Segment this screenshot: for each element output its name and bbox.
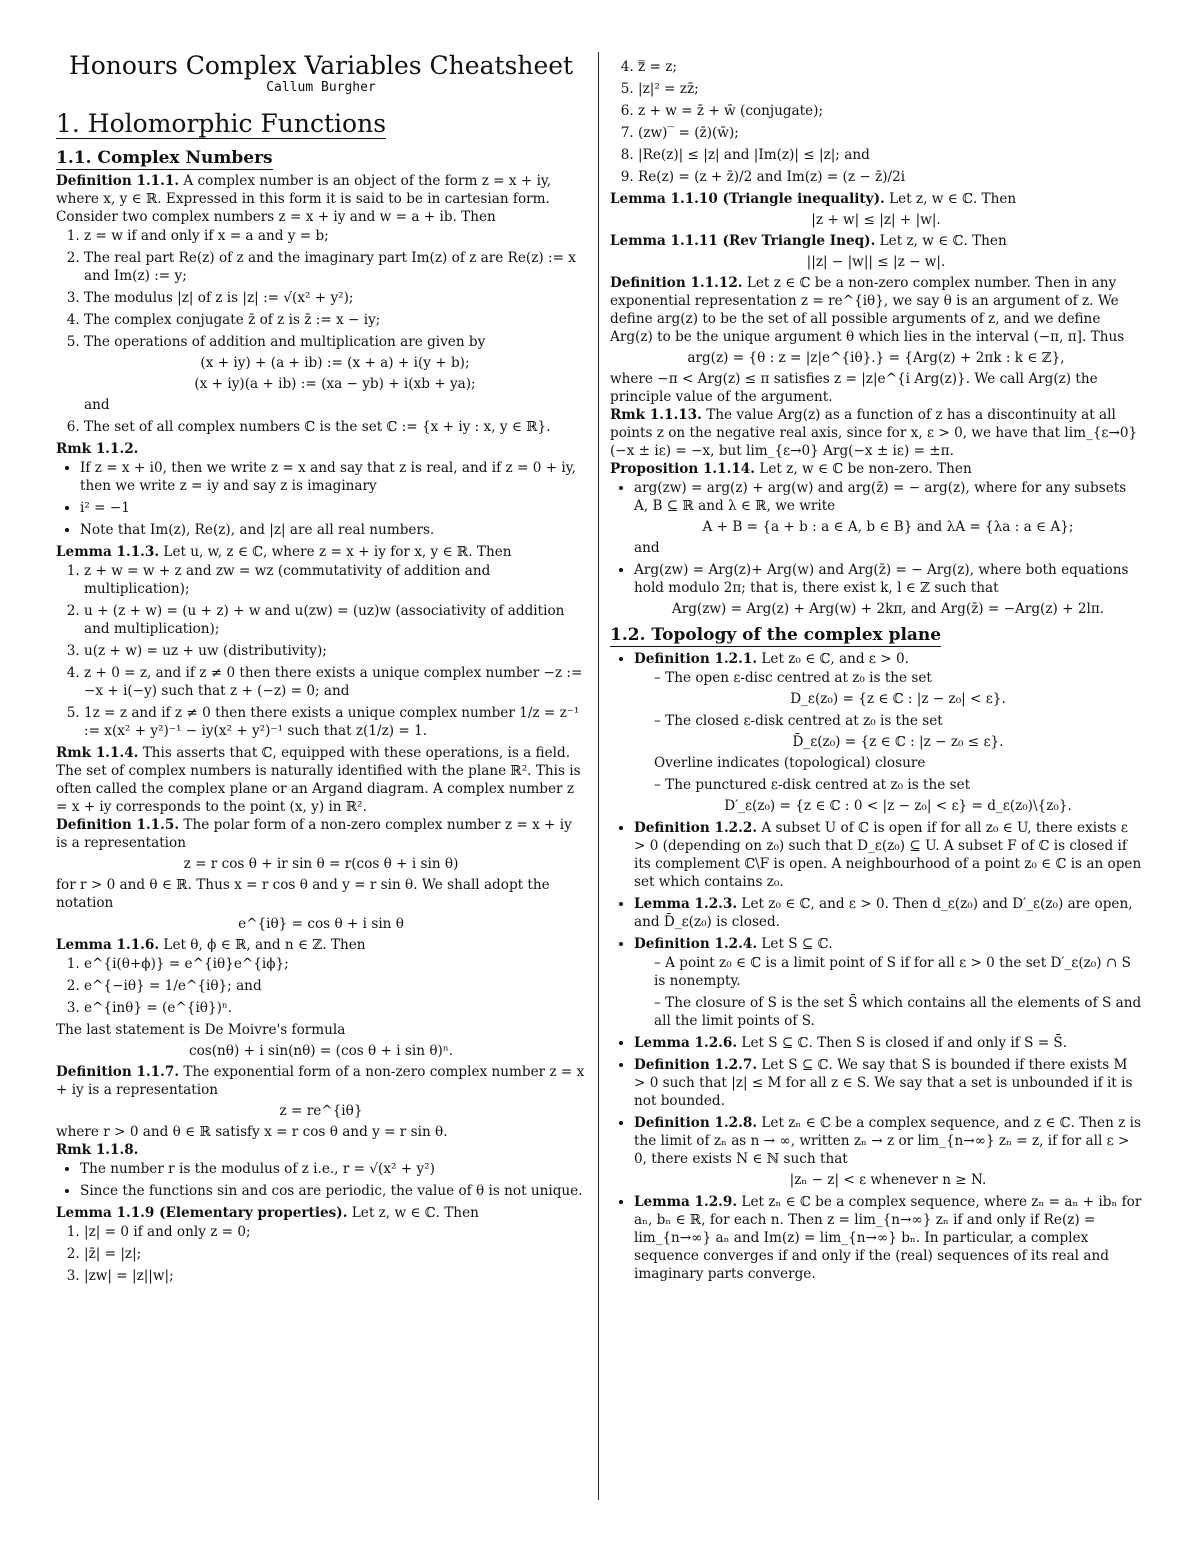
proposition-1-1-14: Proposition 1.1.14. Let z, w ∈ ℂ be non-zero. Then [610,461,972,477]
list-item: – A point z₀ ∈ ℂ is a limit point of S if for all ε > 0 the set D′_ε(z₀) ∩ S is nonempty. [654,954,1142,990]
list-item: 3. u(z + w) = uz + uw (distributivity); [84,642,586,660]
equation: D̄_ε(z₀) = {z ∈ ℂ : |z − z₀ ≤ ε}. [792,734,1004,750]
list-item: 2. The real part Re(z) of z and the imaginary part Im(z) of z are Re(z) := x and Im(z) := y; [84,249,586,285]
equation: D_ε(z₀) = {z ∈ ℂ : |z − z₀| < ε}. [790,691,1006,707]
list-item: 5. |z|² = zz̄; [638,80,1142,98]
list-item: 4. z̿ = z; [638,58,1142,76]
topology-list [610,650,1142,1283]
page-title: Honours Complex Variables Cheatsheet [68,51,574,80]
equation: (x + iy)(a + ib) := (xa − yb) + i(xb + ya); [194,376,476,392]
left-column [56,52,586,1289]
def111-list [56,227,586,436]
equation: e^{iθ} = cos θ + i sin θ [238,916,404,932]
list-item: 4. z + 0 = z, and if z ≠ 0 then there exists a unique complex number −z := −x + i(−y) such that z + (−z) = 0; and [84,664,586,700]
list-item: • Arg(zw) = Arg(z)+ Arg(w) and Arg(z̄) = − Arg(z), where both equations hold modulo 2π; that is, there exist k, l ∈ ℤ such that Arg(zw) = Arg(z) + Arg(w) + 2kπ, and Arg(z̄) = −Arg(z) + 2lπ. [634,561,1142,618]
lemma-1-1-6: Lemma 1.1.6. Let θ, ϕ ∈ ℝ, and n ∈ ℤ. Then [56,937,366,953]
paragraph: The last statement is De Moivre's formula [56,1022,346,1038]
list-item: 3. e^{inθ} = (e^{iθ})ⁿ. [84,999,586,1017]
list-item: 2. e^{−iθ} = 1/e^{iθ}; and [84,977,586,995]
list-item: 4. The complex conjugate z̄ of z is z̄ := x − iy; [84,311,586,329]
list-item: • Definition 1.2.2. A subset U of ℂ is open if for all z₀ ∈ U, there exists ε > 0 (depending on z₀) such that D_ε(z₀) ⊆ U. A subset F of ℂ is closed if its complement ℂ\F is open. A neighbourhood of a point z₀ ∈ ℂ is an open set which contains z₀. [634,819,1142,891]
definition-1-1-5: Definition 1.1.5. The polar form of a non-zero complex number z = x + iy is a representation [56,817,572,851]
list-item: 1. |z| = 0 if and only z = 0; [84,1223,586,1241]
definition-1-1-7: Definition 1.1.7. The exponential form of a non-zero complex number z = x + iy is a representation [56,1064,585,1098]
definition-1-1-12: Definition 1.1.12. Let z ∈ ℂ be a non-zero complex number. Then in any exponential representation z = re^{iθ}, we say θ is an argument of z. We define arg(z) to be the set of all possible arguments of z, and we define Arg(z) to be the unique argument θ which lies in the interval (−π, π]. Thus [610,275,1125,345]
list-item: 1. e^{i(θ+ϕ)} = e^{iθ}e^{iϕ}; [84,955,586,973]
list-item: • Note that Im(z), Re(z), and |z| are all real numbers. [80,521,586,539]
list-item: 2. |z̄| = |z|; [84,1245,586,1263]
list-item: 1. z = w if and only if x = a and y = b; [84,227,586,245]
lemma-1-1-9: Lemma 1.1.9 (Elementary properties). Let z, w ∈ ℂ. Then [56,1205,479,1221]
equation: arg(z) = {θ : z = |z|e^{iθ}.} = {Arg(z) + 2πk : k ∈ ℤ}, [687,350,1065,366]
list-item: • Since the functions sin and cos are periodic, the value of θ is not unique. [80,1182,586,1200]
section-heading: 1. Holomorphic Functions [56,109,387,138]
equation: |zₙ − z| < ε whenever n ≥ N. [789,1172,987,1188]
list-item: 1. z + w = w + z and zw = wz (commutativity of addition and multiplication); [84,562,586,598]
equation: |z + w| ≤ |z| + |w|. [811,212,941,228]
lemma-1-1-3: Lemma 1.1.3. Let u, w, z ∈ ℂ, where z = x + iy for x, y ∈ ℝ. Then [56,544,512,560]
lem119-list-continued [610,58,1142,186]
list-item: – The punctured ε-disk centred at z₀ is the set D′_ε(z₀) = {z ∈ ℂ : 0 < |z − z₀| < ε} = d_ε(z₀)\{z₀}. [654,776,1142,815]
list-item: – The open ε-disc centred at z₀ is the set D_ε(z₀) = {z ∈ ℂ : |z − z₀| < ε}. [654,669,1142,708]
equation: (x + iy) + (a + ib) := (x + a) + i(y + b); [200,355,470,371]
paragraph: for r > 0 and θ ∈ ℝ. Thus x = r cos θ and y = r sin θ. We shall adopt the notation [56,877,550,911]
list-item: 5. The operations of addition and multiplication are given by (x + iy) + (a + ib) := (x + a) + i(y + b); (x + iy)(a + ib) := (xa − yb) + i(xb + ya); and [84,333,586,414]
equation: cos(nθ) + i sin(nθ) = (cos θ + i sin θ)ⁿ. [188,1043,454,1059]
definition-1-1-1: Definition 1.1.1. A complex number is an object of the form z = x + iy, where x, y ∈ ℝ. Expressed in this form it is said to be in cartesian form. Consider two complex numbers z = x + iy and w = a + ib. Then [56,173,552,225]
column-divider [598,52,599,1500]
list-item: 6. z + w = z̄ + w̄ (conjugate); [638,102,1142,120]
lem116-list [56,955,586,1017]
rmk118-list [56,1160,586,1200]
list-item: 5. 1z = z and if z ≠ 0 then there exists a unique complex number 1/z = z⁻¹ := x(x² + y²)⁻¹ − iy(x² + y²)⁻¹ such that z(1/z) = 1. [84,704,586,740]
list-item: • Definition 1.2.7. Let S ⊆ ℂ. We say that S is bounded if there exists M > 0 such that |z| ≤ M for all z ∈ S. We say that a set is unbounded if it is not bounded. [634,1056,1142,1110]
list-item: 9. Re(z) = (z + z̄)/2 and Im(z) = (z − z̄)/2i [638,168,1142,186]
list-item: • Definition 1.2.8. Let zₙ ∈ ℂ be a complex sequence, and z ∈ ℂ. Then z is the limit of zₙ as n → ∞, written zₙ → z or lim_{n→∞} zₙ = z, if for all ε > 0, there exists N ∈ ℕ such that |zₙ − z| < ε whenever n ≥ N. [634,1114,1142,1189]
lemma-1-1-10: Lemma 1.1.10 (Triangle inequality). Let z, w ∈ ℂ. Then [610,191,1017,207]
subsection-heading: 1.2. Topology of the complex plane [610,625,942,645]
lem119-list [56,1223,586,1285]
paragraph: where −π < Arg(z) ≤ π satisfies z = |z|e^{i Arg(z)}. We call Arg(z) the principle value of the argument. [610,371,1098,405]
list-item: 8. |Re(z)| ≤ |z| and |Im(z)| ≤ |z|; and [638,146,1142,164]
list-item: • The number r is the modulus of z i.e., r = √(x² + y²) [80,1160,586,1178]
remark-1-1-4: Rmk 1.1.4. This asserts that ℂ, equipped with these operations, is a field. The set of complex numbers is naturally identified with the plane ℝ². This is often called the complex plane or an Argand diagram. A complex number z = x + iy corresponds to the point (x, y) in ℝ². [56,745,581,815]
subsection-heading: 1.1. Complex Numbers [56,148,273,168]
equation: z = re^{iθ} [279,1103,363,1119]
list-item: – The closure of S is the set S̄ which contains all the elements of S and all the limit points of S. [654,994,1142,1030]
remark-1-1-2: Rmk 1.1.2. [56,441,139,457]
list-item: – The closed ε-disk centred at z₀ is the set D̄_ε(z₀) = {z ∈ ℂ : |z − z₀ ≤ ε}. Overline indicates (topological) closure [654,712,1142,772]
list-item: • Lemma 1.2.6. Let S ⊆ ℂ. Then S is closed if and only if S = S̄. [634,1034,1142,1052]
right-column [610,52,1142,1287]
equation: D′_ε(z₀) = {z ∈ ℂ : 0 < |z − z₀| < ε} = d_ε(z₀)\{z₀}. [724,798,1072,814]
list-item: 3. The modulus |z| of z is |z| := √(x² + y²); [84,289,586,307]
list-item: • i² = −1 [80,499,586,517]
remark-1-1-13: Rmk 1.1.13. The value Arg(z) as a function of z has a discontinuity at all points z on the negative real axis, since for x, ε > 0, we have that lim_{ε→0}(−x ± iε) = −x, but lim_{ε→0} Arg(−x ± iε) = ±π. [610,407,1138,459]
equation: A + B = {a + b : a ∈ A, b ∈ B} and λA = {λa : a ∈ A}; [702,519,1074,535]
prop1114-list [610,479,1142,618]
list-item: • If z = x + i0, then we write z = x and say that z is real, and if z = 0 + iy, then we write z = iy and say z is imaginary [80,459,586,495]
list-item: • Lemma 1.2.9. Let zₙ ∈ ℂ be a complex sequence, where zₙ = aₙ + ibₙ for aₙ, bₙ ∈ ℝ, for each n. Then z = lim_{n→∞} zₙ if and only if Re(z) = lim_{n→∞} aₙ and Im(z) = lim_{n→∞} bₙ. In particular, a complex sequence converges if and only if the (real) sequences of its real and imaginary parts converge. [634,1193,1142,1283]
list-item: 6. The set of all complex numbers ℂ is the set ℂ := {x + iy : x, y ∈ ℝ}. [84,418,586,436]
list-item: 2. u + (z + w) = (u + z) + w and u(zw) = (uz)w (associativity of addition and multiplication); [84,602,586,638]
lem113-list [56,562,586,740]
list-item: • Definition 1.2.4. Let S ⊆ ℂ. – A point z₀ ∈ ℂ is a limit point of S if for all ε > 0 the set D′_ε(z₀) ∩ S is nonempty. – The closure of S is the set S̄ which contains all the elements of S and all the limit points of S. [634,935,1142,1030]
list-item: 3. |zw| = |z||w|; [84,1267,586,1285]
author: Callum Burgher [266,80,376,95]
list-item: • Definition 1.2.1. Let z₀ ∈ ℂ, and ε > 0. – The open ε-disc centred at z₀ is the set D_ε(z₀) = {z ∈ ℂ : |z − z₀| < ε}. – The closed ε-disk centred at z₀ is the set D̄_ε(z₀) = {z ∈ ℂ : |z − z₀ ≤ ε}. Overline indicates (topological) closure – The punctured ε-disk centred at z₀ is the set D′_ε(z₀) = {z ∈ ℂ : 0 < |z − z₀| < ε} = d_ε(z₀)\{z₀}. [634,650,1142,815]
equation: Arg(zw) = Arg(z) + Arg(w) + 2kπ, and Arg(z̄) = −Arg(z) + 2lπ. [671,601,1105,617]
list-item: • arg(zw) = arg(z) + arg(w) and arg(z̄) = − arg(z), where for any subsets A, B ⊆ ℝ and λ ∈ ℝ, we write A + B = {a + b : a ∈ A, b ∈ B} and λA = {λa : a ∈ A}; and [634,479,1142,557]
equation: ||z| − |w|| ≤ |z − w|. [806,254,946,270]
equation: z = r cos θ + ir sin θ = r(cos θ + i sin θ) [183,856,459,872]
list-item: • Lemma 1.2.3. Let z₀ ∈ ℂ, and ε > 0. Then d_ε(z₀) and D′_ε(z₀) are open, and D̄_ε(z₀) is closed. [634,895,1142,931]
list-item: 7. (zw)‾ = (z̄)(w̄); [638,124,1142,142]
remark-1-1-8: Rmk 1.1.8. [56,1142,139,1158]
lemma-1-1-11: Lemma 1.1.11 (Rev Triangle Ineq). Let z, w ∈ ℂ. Then [610,233,1007,249]
rmk112-list [56,459,586,539]
paragraph: where r > 0 and θ ∈ ℝ satisfy x = r cos θ and y = r sin θ. [56,1124,448,1140]
